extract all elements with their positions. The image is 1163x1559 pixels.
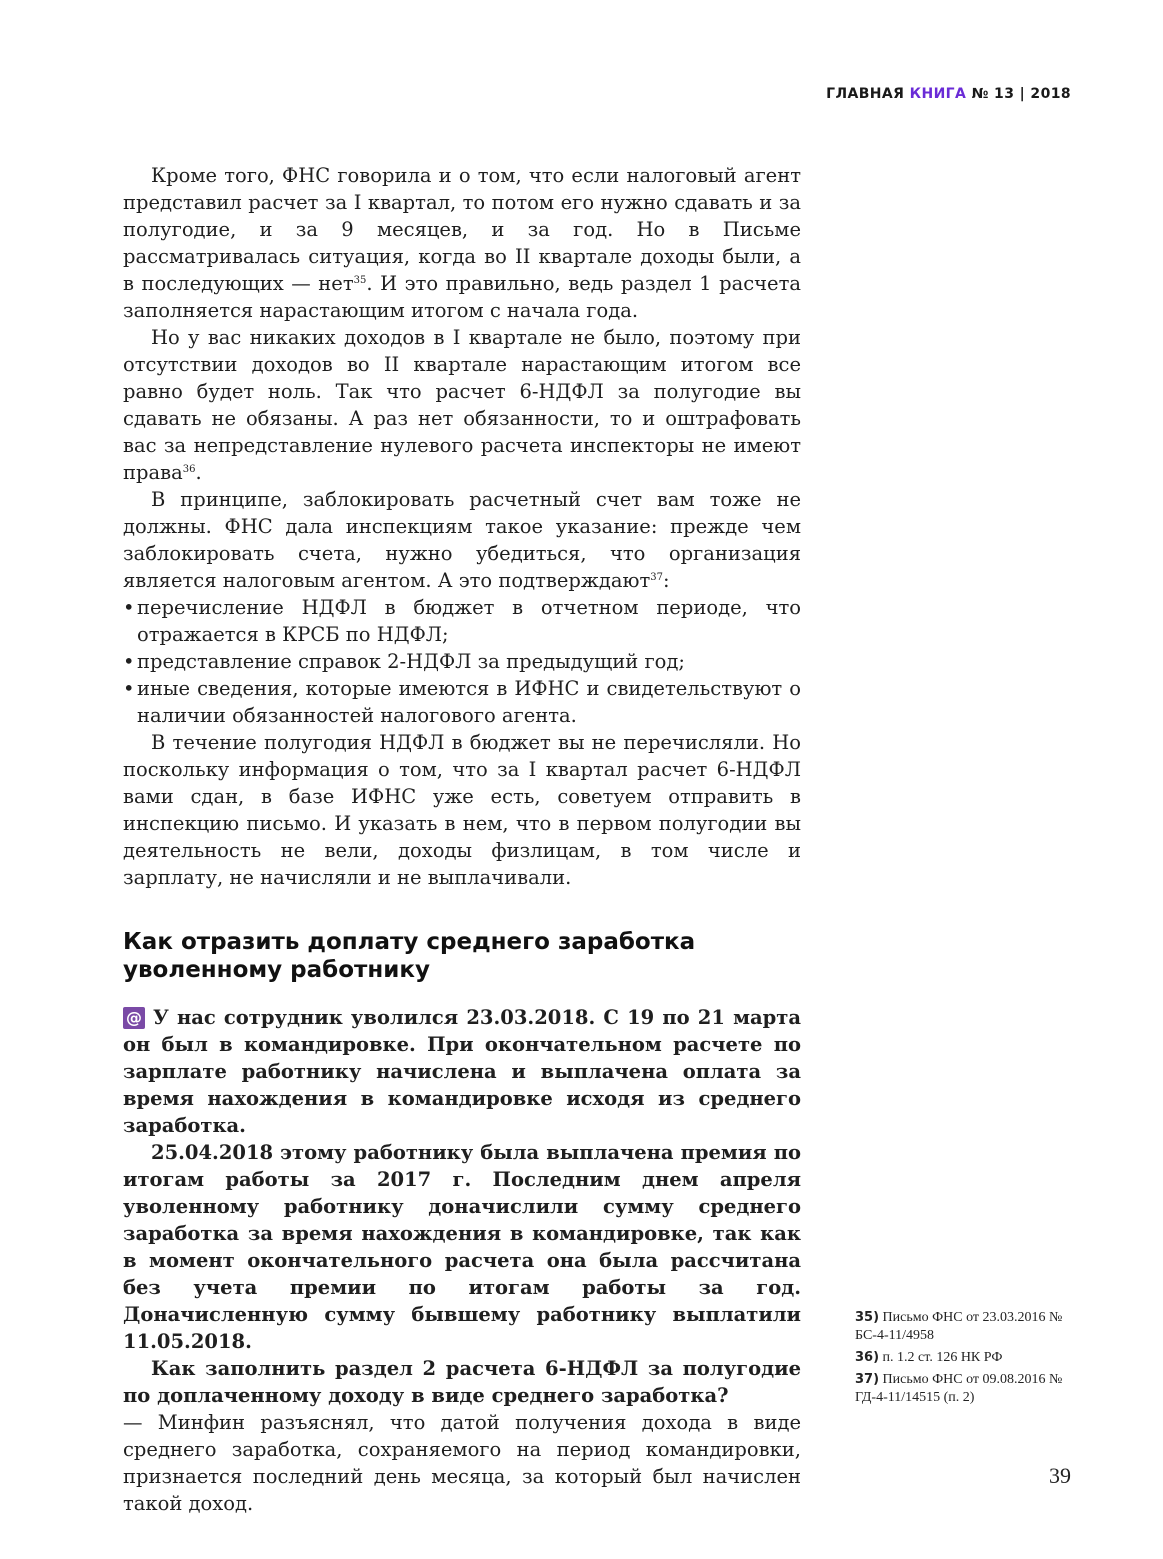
footnote-number: 37) <box>855 1372 880 1387</box>
question-paragraph-2: 25.04.2018 этому работнику была выплачена премия по итогам работы за 2017 г. Последним днем апреля уволенному работнику доначислили сумму среднего заработка за время нахождения в командировке, так как в момент окончательного расчета она была рассчитана без учета премии по итогам работы за год. Доначисленную сумму бывшему работнику выплатили 11.05.2018. <box>123 1141 801 1353</box>
footnote-number: 35) <box>855 1310 880 1325</box>
issue-number: № 13 <box>971 86 1015 102</box>
list-item: • представление справок 2-НДФЛ за предыдущий год; <box>123 648 801 675</box>
page-header <box>826 86 1071 102</box>
page-number: 39 <box>1049 1463 1071 1488</box>
paragraph-1 <box>123 162 801 324</box>
footnote-text: Письмо ФНС от 23.03.2016 № БС-4-11/4958 <box>855 1310 1063 1343</box>
question-text-1: У нас сотрудник уволился 23.03.2018. С 19 по 21 марта он был в командировке. При окончательном расчете по зарплате работнику начислена и выплачена оплата за время нахождения в командировке исходя из среднего заработка. <box>123 1006 801 1137</box>
footnote-ref-35[interactable]: 35 <box>353 275 367 286</box>
footnote-text: п. 1.2 ст. 126 НК РФ <box>882 1350 1003 1365</box>
footnote-ref-37[interactable]: 37 <box>650 572 663 583</box>
brand-name-part2: КНИГА <box>909 86 967 102</box>
answer-paragraph: — Минфин разъяснял, что датой получения дохода в виде среднего заработка, сохраняемого на период командировки, признается последний день месяца, за который был начислен такой доход. <box>123 1411 801 1515</box>
footnote-36 <box>855 1349 1085 1367</box>
question-paragraph-3: Как заполнить раздел 2 расчета 6-НДФЛ за полугодие по доплаченному доходу в виде среднего заработка? <box>123 1357 801 1407</box>
at-sign-icon: @ <box>123 1007 145 1029</box>
brand-name-part1: ГЛАВНАЯ <box>826 86 905 102</box>
paragraph-2-tail: . <box>195 461 202 484</box>
section-heading: Как отразить доплату среднего заработка уволенному работнику <box>123 929 696 983</box>
paragraph-2-text: Но у вас никаких доходов в I квартале не было, поэтому при отсутствии доходов во II квартале нарастающим итогом все равно будет ноль. Так что расчет 6-НДФЛ за полугодие вы сдавать не обязаны. А раз нет обязанности, то и оштрафовать вас за непредставление нулевого расчета инспекторы не имеют права <box>123 326 801 484</box>
footnote-35 <box>855 1309 1085 1345</box>
footnotes-sidebar <box>855 1309 1085 1411</box>
list-item: • перечисление НДФЛ в бюджет в отчетном периоде, что отражается в КРСБ по НДФЛ; <box>123 594 801 648</box>
footnote-number: 36) <box>855 1350 880 1365</box>
bullet-list <box>123 594 801 729</box>
paragraph-3 <box>123 486 801 594</box>
paragraph-3-text: В принципе, заблокировать расчетный счет вам тоже не должны. ФНС дала инспекциям такое указание: прежде чем заблокировать счета, нужно убедиться, что организация является налоговым агентом. А это подтверждают <box>123 488 801 592</box>
header-separator: | <box>1019 86 1026 102</box>
paragraph-2 <box>123 324 801 486</box>
list-item: • иные сведения, которые имеются в ИФНС и свидетельствуют о наличии обязанностей налогового агента. <box>123 675 801 729</box>
paragraph-1-tail: . И это правильно, ведь раздел 1 расчета заполняется нарастающим итогом с начала года. <box>123 272 801 322</box>
paragraph-1-text: Кроме того, ФНС говорила и о том, что если налоговый агент представил расчет за I квартал, то потом его нужно сдавать и за полугодие, и за 9 месяцев, и за год. Но в Письме рассматривалась ситуация, когда во II квартале доходы были, а в последующих — нет <box>123 164 801 295</box>
main-column <box>123 162 801 1517</box>
footnote-37 <box>855 1371 1085 1407</box>
footnote-text: Письмо ФНС от 09.08.2016 № ГД-4-11/14515 (п. 2) <box>855 1372 1063 1405</box>
question-paragraph-1 <box>123 1004 801 1139</box>
footnote-ref-36[interactable]: 36 <box>182 464 196 475</box>
issue-year: 2018 <box>1030 86 1071 102</box>
paragraph-4: В течение полугодия НДФЛ в бюджет вы не перечисляли. Но поскольку информация о том, что за I квартал расчет 6-НДФЛ вами сдан, в базе ИФНС уже есть, советуем отправить в инспекцию письмо. И указать в нем, что в первом полугодии вы деятельность не вели, доходы физлицам, в том числе и зарплату, не начисляли и не выплачивали. <box>123 731 801 889</box>
paragraph-3-tail: : <box>662 569 670 592</box>
